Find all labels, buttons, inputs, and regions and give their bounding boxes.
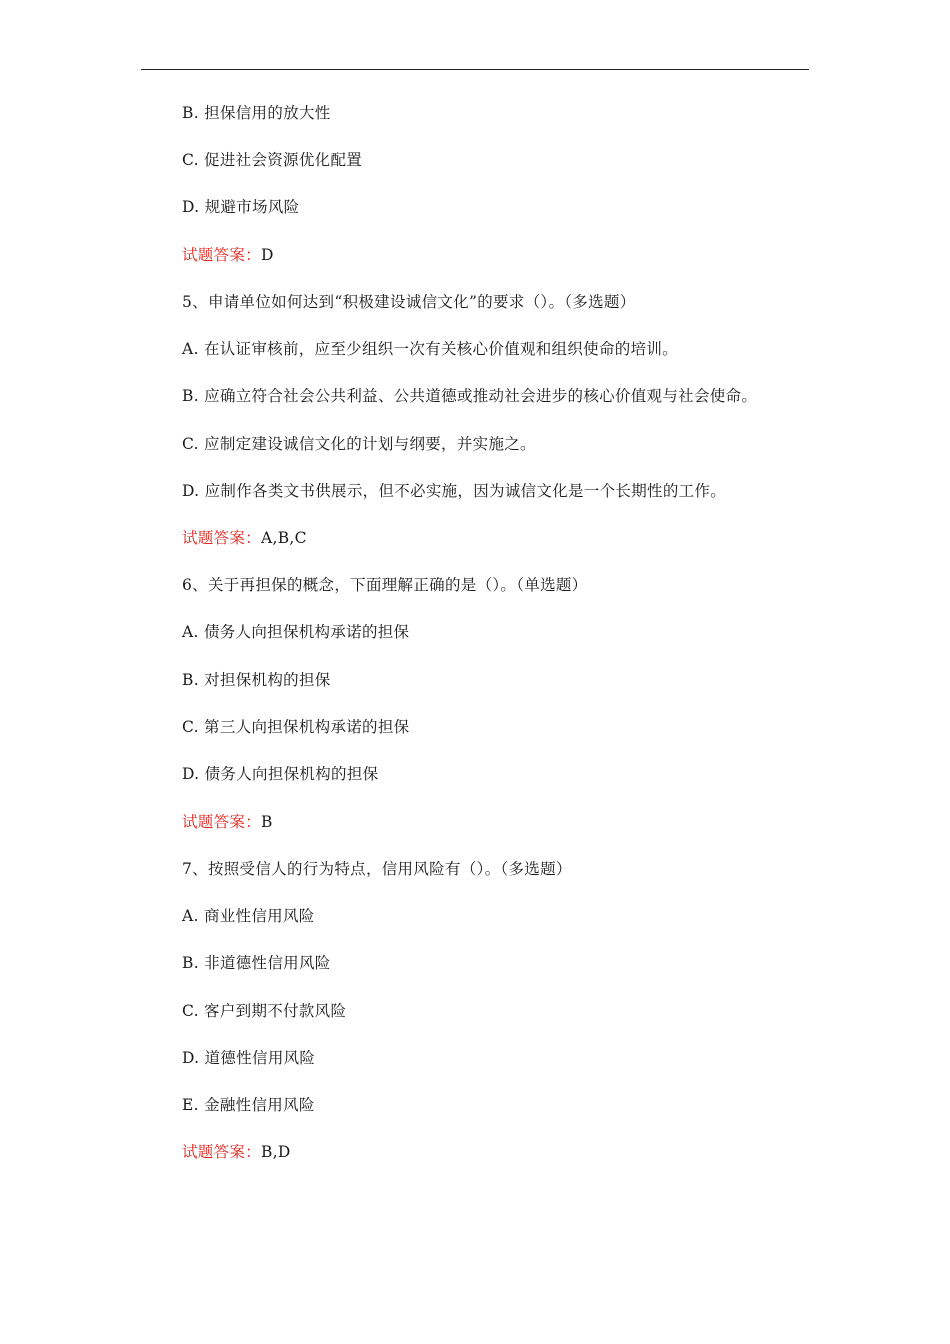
q5-option-a: A. 在认证审核前，应至少组织一次有关核心价值观和组织使命的培训。 bbox=[182, 340, 678, 358]
q6-option-c: C. 第三人向担保机构承诺的担保 bbox=[182, 718, 410, 736]
answer-label: 试题答案： bbox=[182, 529, 262, 547]
q7-option-b: B. 非道德性信用风险 bbox=[182, 954, 331, 972]
answer-value: A,B,C bbox=[261, 529, 307, 547]
q5-option-c: C. 应制定建设诚信文化的计划与纲要，并实施之。 bbox=[182, 435, 536, 453]
q6-question: 6、关于再担保的概念，下面理解正确的是（）。（单选题） bbox=[182, 576, 588, 594]
q6-option-d: D. 债务人向担保机构的担保 bbox=[182, 765, 379, 783]
q5-option-d: D. 应制作各类文书供展示，但不必实施，因为诚信文化是一个长期性的工作。 bbox=[182, 482, 727, 500]
q7-option-d: D. 道德性信用风险 bbox=[182, 1049, 316, 1067]
q4-option-d: D. 规避市场风险 bbox=[182, 198, 300, 216]
answer-label: 试题答案： bbox=[182, 813, 262, 831]
answer-value: B bbox=[261, 813, 273, 831]
q7-answer bbox=[182, 1142, 291, 1162]
q5-question: 5、申请单位如何达到“积极建设诚信文化”的要求（）。（多选题） bbox=[182, 293, 636, 311]
q7-option-c: C. 客户到期不付款风险 bbox=[182, 1002, 347, 1020]
header-rule bbox=[141, 69, 809, 70]
q5-answer bbox=[182, 528, 307, 548]
q4-option-c: C. 促进社会资源优化配置 bbox=[182, 151, 363, 169]
answer-value: D bbox=[261, 246, 274, 264]
q4-answer bbox=[182, 245, 274, 265]
answer-label: 试题答案： bbox=[182, 1143, 262, 1161]
q7-option-e: E. 金融性信用风险 bbox=[182, 1096, 315, 1114]
q4-option-b: B. 担保信用的放大性 bbox=[182, 104, 331, 122]
q5-option-b: B. 应确立符合社会公共利益、公共道德或推动社会进步的核心价值观与社会使命。 bbox=[182, 387, 758, 405]
q7-option-a: A. 商业性信用风险 bbox=[182, 907, 315, 925]
q6-option-b: B. 对担保机构的担保 bbox=[182, 671, 331, 689]
q6-option-a: A. 债务人向担保机构承诺的担保 bbox=[182, 623, 410, 641]
answer-value: B,D bbox=[261, 1143, 291, 1161]
q6-answer bbox=[182, 812, 273, 832]
answer-label: 试题答案： bbox=[182, 246, 262, 264]
q7-question: 7、按照受信人的行为特点，信用风险有（）。（多选题） bbox=[182, 860, 572, 878]
